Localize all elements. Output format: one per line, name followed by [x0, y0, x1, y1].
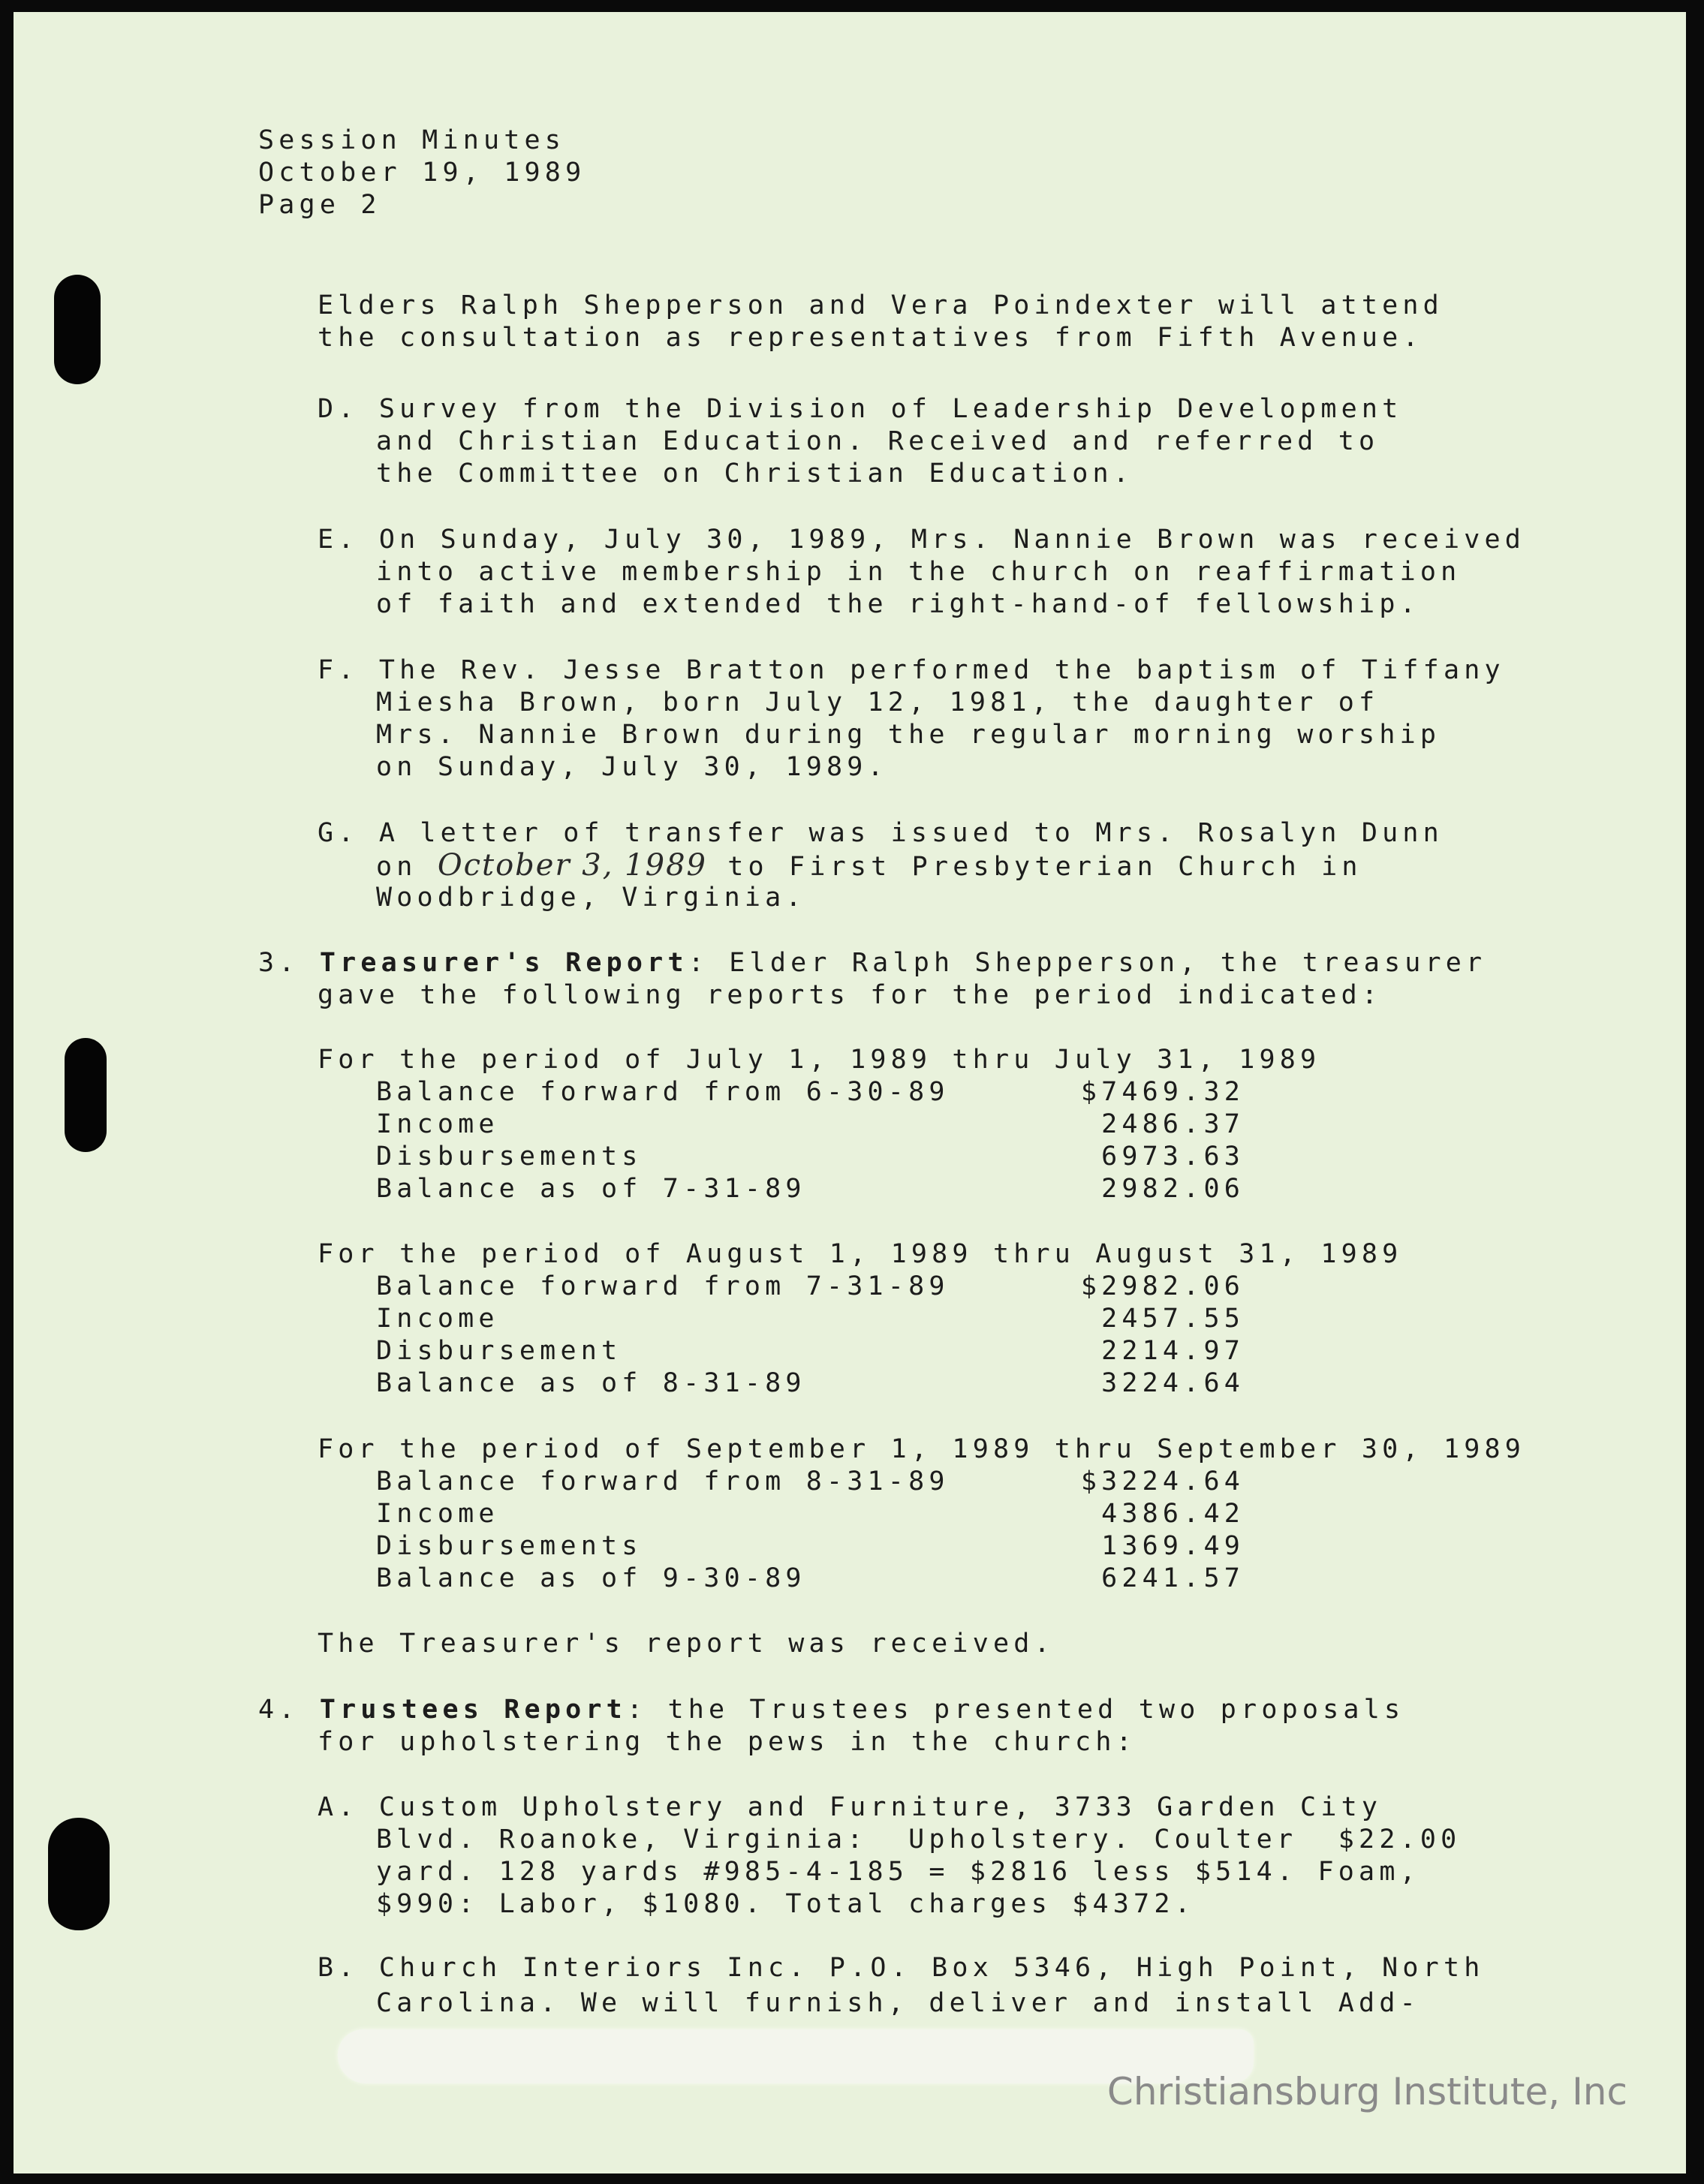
- section-4-number: 4.: [258, 1695, 300, 1725]
- period-row-amount: 4386.42: [1101, 1499, 1245, 1529]
- item-g-prefix: on: [376, 852, 438, 882]
- period-row-amount: 3224.64: [1101, 1368, 1245, 1398]
- period-row-label: Balance as of 7-31-89: [376, 1174, 806, 1204]
- item-e-line: E. On Sunday, July 30, 1989, Mrs. Nannie Brown was received: [318, 525, 1526, 555]
- period-row-label: Balance forward from 6-30-89: [376, 1077, 950, 1107]
- item-d-line: D. Survey from the Division of Leadership Development: [318, 394, 1403, 424]
- period-row-amount: $3224.64: [1080, 1467, 1245, 1497]
- period-row-label: Balance as of 9-30-89: [376, 1563, 806, 1593]
- item-a-line: $990: Labor, $1080. Total charges $4372.: [376, 1889, 1195, 1919]
- section-4-text: : the Trustees presented two proposals: [626, 1695, 1405, 1725]
- period-row-label: Disbursements: [376, 1142, 643, 1172]
- section-4-line: for upholstering the pews in the church:: [318, 1727, 1137, 1757]
- period-row-amount: 1369.49: [1101, 1531, 1245, 1561]
- period-row-amount: $7469.32: [1080, 1077, 1245, 1107]
- document-text: [14, 12, 1686, 2173]
- period-row-label: Disbursements: [376, 1531, 643, 1561]
- period-row-label: Income: [376, 1499, 499, 1529]
- period-row-amount: 6973.63: [1101, 1142, 1245, 1172]
- section-4-heading-line: [258, 1694, 1404, 1726]
- period-row-amount: 2214.97: [1101, 1336, 1245, 1366]
- period-row-amount: 2457.55: [1101, 1304, 1245, 1334]
- item-g-line: Woodbridge, Virginia.: [376, 883, 806, 913]
- watermark: Christiansburg Institute, Inc: [1106, 2070, 1627, 2113]
- item-f-line: Miesha Brown, born July 12, 1981, the daughter of: [376, 687, 1380, 717]
- period-row-label: Disbursement: [376, 1336, 622, 1366]
- section-4-heading: Trustees Report: [319, 1695, 627, 1725]
- period-title: For the period of September 1, 1989 thru September 30, 1989: [318, 1434, 1526, 1464]
- item-a-line: A. Custom Upholstery and Furniture, 3733 Garden City: [318, 1792, 1383, 1822]
- period-row-label: Balance forward from 7-31-89: [376, 1271, 950, 1301]
- item-b-line: B. Church Interiors Inc. P.O. Box 5346, High Point, North: [318, 1953, 1485, 1983]
- item-d-line: the Committee on Christian Education.: [376, 459, 1134, 489]
- item-e-line: into active membership in the church on reaffirmation: [376, 557, 1462, 587]
- period-row-label: Income: [376, 1304, 499, 1334]
- period-row-amount: $2982.06: [1080, 1271, 1245, 1301]
- section-3-number: 3.: [258, 948, 300, 978]
- period-title: For the period of August 1, 1989 thru August 31, 1989: [318, 1239, 1403, 1269]
- item-g-line: [376, 850, 1362, 883]
- section-3-heading-line: [258, 947, 1486, 979]
- item-b-line: Carolina. We will furnish, deliver and install Add-: [376, 1988, 1420, 2018]
- period-row-amount: 2486.37: [1101, 1109, 1245, 1139]
- item-a-line: Blvd. Roanoke, Virginia: Upholstery. Coulter $22.00: [376, 1825, 1462, 1855]
- item-g-suffix: to First Presbyterian Church in: [706, 852, 1362, 882]
- handwritten-date: October 3, 1989: [437, 848, 707, 883]
- section-3-heading: Treasurer's Report: [319, 948, 688, 978]
- period-row-amount: 6241.57: [1101, 1563, 1245, 1593]
- period-row-amount: 2982.06: [1101, 1174, 1245, 1204]
- intro-line: the consultation as representatives from Fifth Avenue.: [318, 323, 1423, 353]
- treasurer-closing: The Treasurer's report was received.: [318, 1629, 1055, 1659]
- item-a-line: yard. 128 yards #985-4-185 = $2816 less $514. Foam,: [376, 1857, 1420, 1887]
- header-date: October 19, 1989: [258, 158, 586, 188]
- header-page: Page 2: [258, 190, 381, 220]
- item-f-line: Mrs. Nannie Brown during the regular morning worship: [376, 720, 1441, 750]
- header-title: Session Minutes: [258, 125, 566, 155]
- intro-line: Elders Ralph Shepperson and Vera Poindexter will attend: [318, 290, 1444, 320]
- period-row-label: Income: [376, 1109, 499, 1139]
- section-3-line: gave the following reports for the period indicated:: [318, 980, 1383, 1010]
- section-3-text: : Elder Ralph Shepperson, the treasurer: [688, 948, 1487, 978]
- item-e-line: of faith and extended the right-hand-of fellowship.: [376, 589, 1420, 619]
- item-f-line: F. The Rev. Jesse Bratton performed the baptism of Tiffany: [318, 655, 1505, 685]
- period-row-label: Balance as of 8-31-89: [376, 1368, 806, 1398]
- item-d-line: and Christian Education. Received and referred to: [376, 426, 1380, 456]
- item-f-line: on Sunday, July 30, 1989.: [376, 752, 888, 782]
- period-row-label: Balance forward from 8-31-89: [376, 1467, 950, 1497]
- item-g-line: G. A letter of transfer was issued to Mrs. Rosalyn Dunn: [318, 818, 1444, 848]
- period-title: For the period of July 1, 1989 thru July 31, 1989: [318, 1045, 1321, 1075]
- document-page: [14, 12, 1686, 2173]
